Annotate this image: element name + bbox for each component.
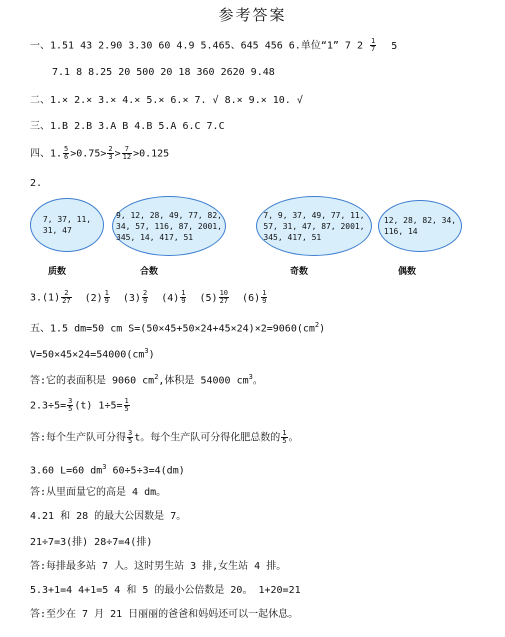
s5-line-10: 答:每排最多站 7 人。这时男生站 3 排,女生站 4 排。 xyxy=(30,561,287,572)
s5-line-5: 答:每个生产队可分得 $\frac{3}{5}$ t。每个生产队可分得化肥总数的 $\frac{1}{5}$ 。 xyxy=(30,429,299,445)
s5-line-8: 4.21 和 28 的最大公因数是 7。 xyxy=(30,511,187,522)
section-1-line-2: 7.1 8 8.25 20 500 20 18 360 2620 9.48 xyxy=(52,67,275,78)
composite-bubble: 9, 12, 28, 49, 77, 82, 34, 57, 116, 87, 2001, 345, 14, 417, 51 xyxy=(112,196,226,256)
composite-label: 合数 xyxy=(140,267,159,277)
s5-line-12: 答:至少在 7 月 21 日丽丽的爸爸和妈妈还可以一起休息。 xyxy=(30,609,299,620)
s5-line-2: $V=50\times 45\times 24=54000(cm^3)$ xyxy=(30,347,155,361)
s5-line-11: 5.3+1=4 4+1=5 4 和 5 的最小公倍数是 20。 1+20=21 xyxy=(30,585,301,596)
s5-line-6: 3.60 L=60 $dm^3$ 60÷5÷3=4(dm) xyxy=(30,463,185,477)
question-3-fractions: 3.(1) $\frac{2}{27}$ (2) $\frac{1}{9}$ (3) $\frac{2}{9}$ (4) $\frac{1}{9}$ (5) $\frac{10}{27}$ (6) $\frac{1}{9}$ xyxy=(30,289,267,305)
fraction: $\frac{1}{7}$ xyxy=(371,37,376,53)
section-4: 四、1. $\frac{5}{6}$ >0.75> $\frac{2}{3}$ > $\frac{7}{12}$ >0.125 xyxy=(30,145,170,161)
s5-line-4: 2.3÷5= $\frac{3}{5}$ (t) 1÷5= $\frac{1}{5}$ xyxy=(30,397,129,413)
section-2: 二、1.× 2.× 3.× 4.× 5.× 6.× 7. √ 8.× 9.× 10. √ xyxy=(30,95,303,106)
s5-line-3: 答:它的表面积是 9060 $cm^2$,体积是 54000 $cm^3$。 xyxy=(30,373,263,387)
odd-label: 奇数 xyxy=(290,267,309,277)
s5-line-9: 21÷7=3(排) 28÷7=4(排) xyxy=(30,537,153,548)
even-label: 偶数 xyxy=(398,267,417,277)
s5-line-7: 答:从里面量它的高是 4 dm。 xyxy=(30,487,167,498)
section-3: 三、1.B 2.B 3.A B 4.B 5.A 6.C 7.C xyxy=(30,121,225,132)
question-2-label: 2. xyxy=(30,178,43,189)
prime-label: 质数 xyxy=(48,267,67,277)
section-1-line-1: 一、1.51 43 2.90 3.30 60 4.9 5.465、645 456 6.单位“1” 7 2 $\frac{1}{7}$ 5 xyxy=(30,37,398,53)
even-bubble: 12, 28, 82, 34, 116, 14 xyxy=(378,200,462,252)
page-title: 参考答案 xyxy=(218,6,287,24)
s5-line-1: 五、1.5 dm=50 cm $S=(50\times 45+50\times 24+45\times 24)\times 2=9060(cm^2)$ xyxy=(30,321,326,335)
odd-bubble: 7, 9, 37, 49, 77, 11, 57, 31, 47, 87, 2001, 345, 417, 51 xyxy=(256,196,372,256)
prime-bubble: 7, 37, 11, 31, 47 xyxy=(30,198,104,252)
